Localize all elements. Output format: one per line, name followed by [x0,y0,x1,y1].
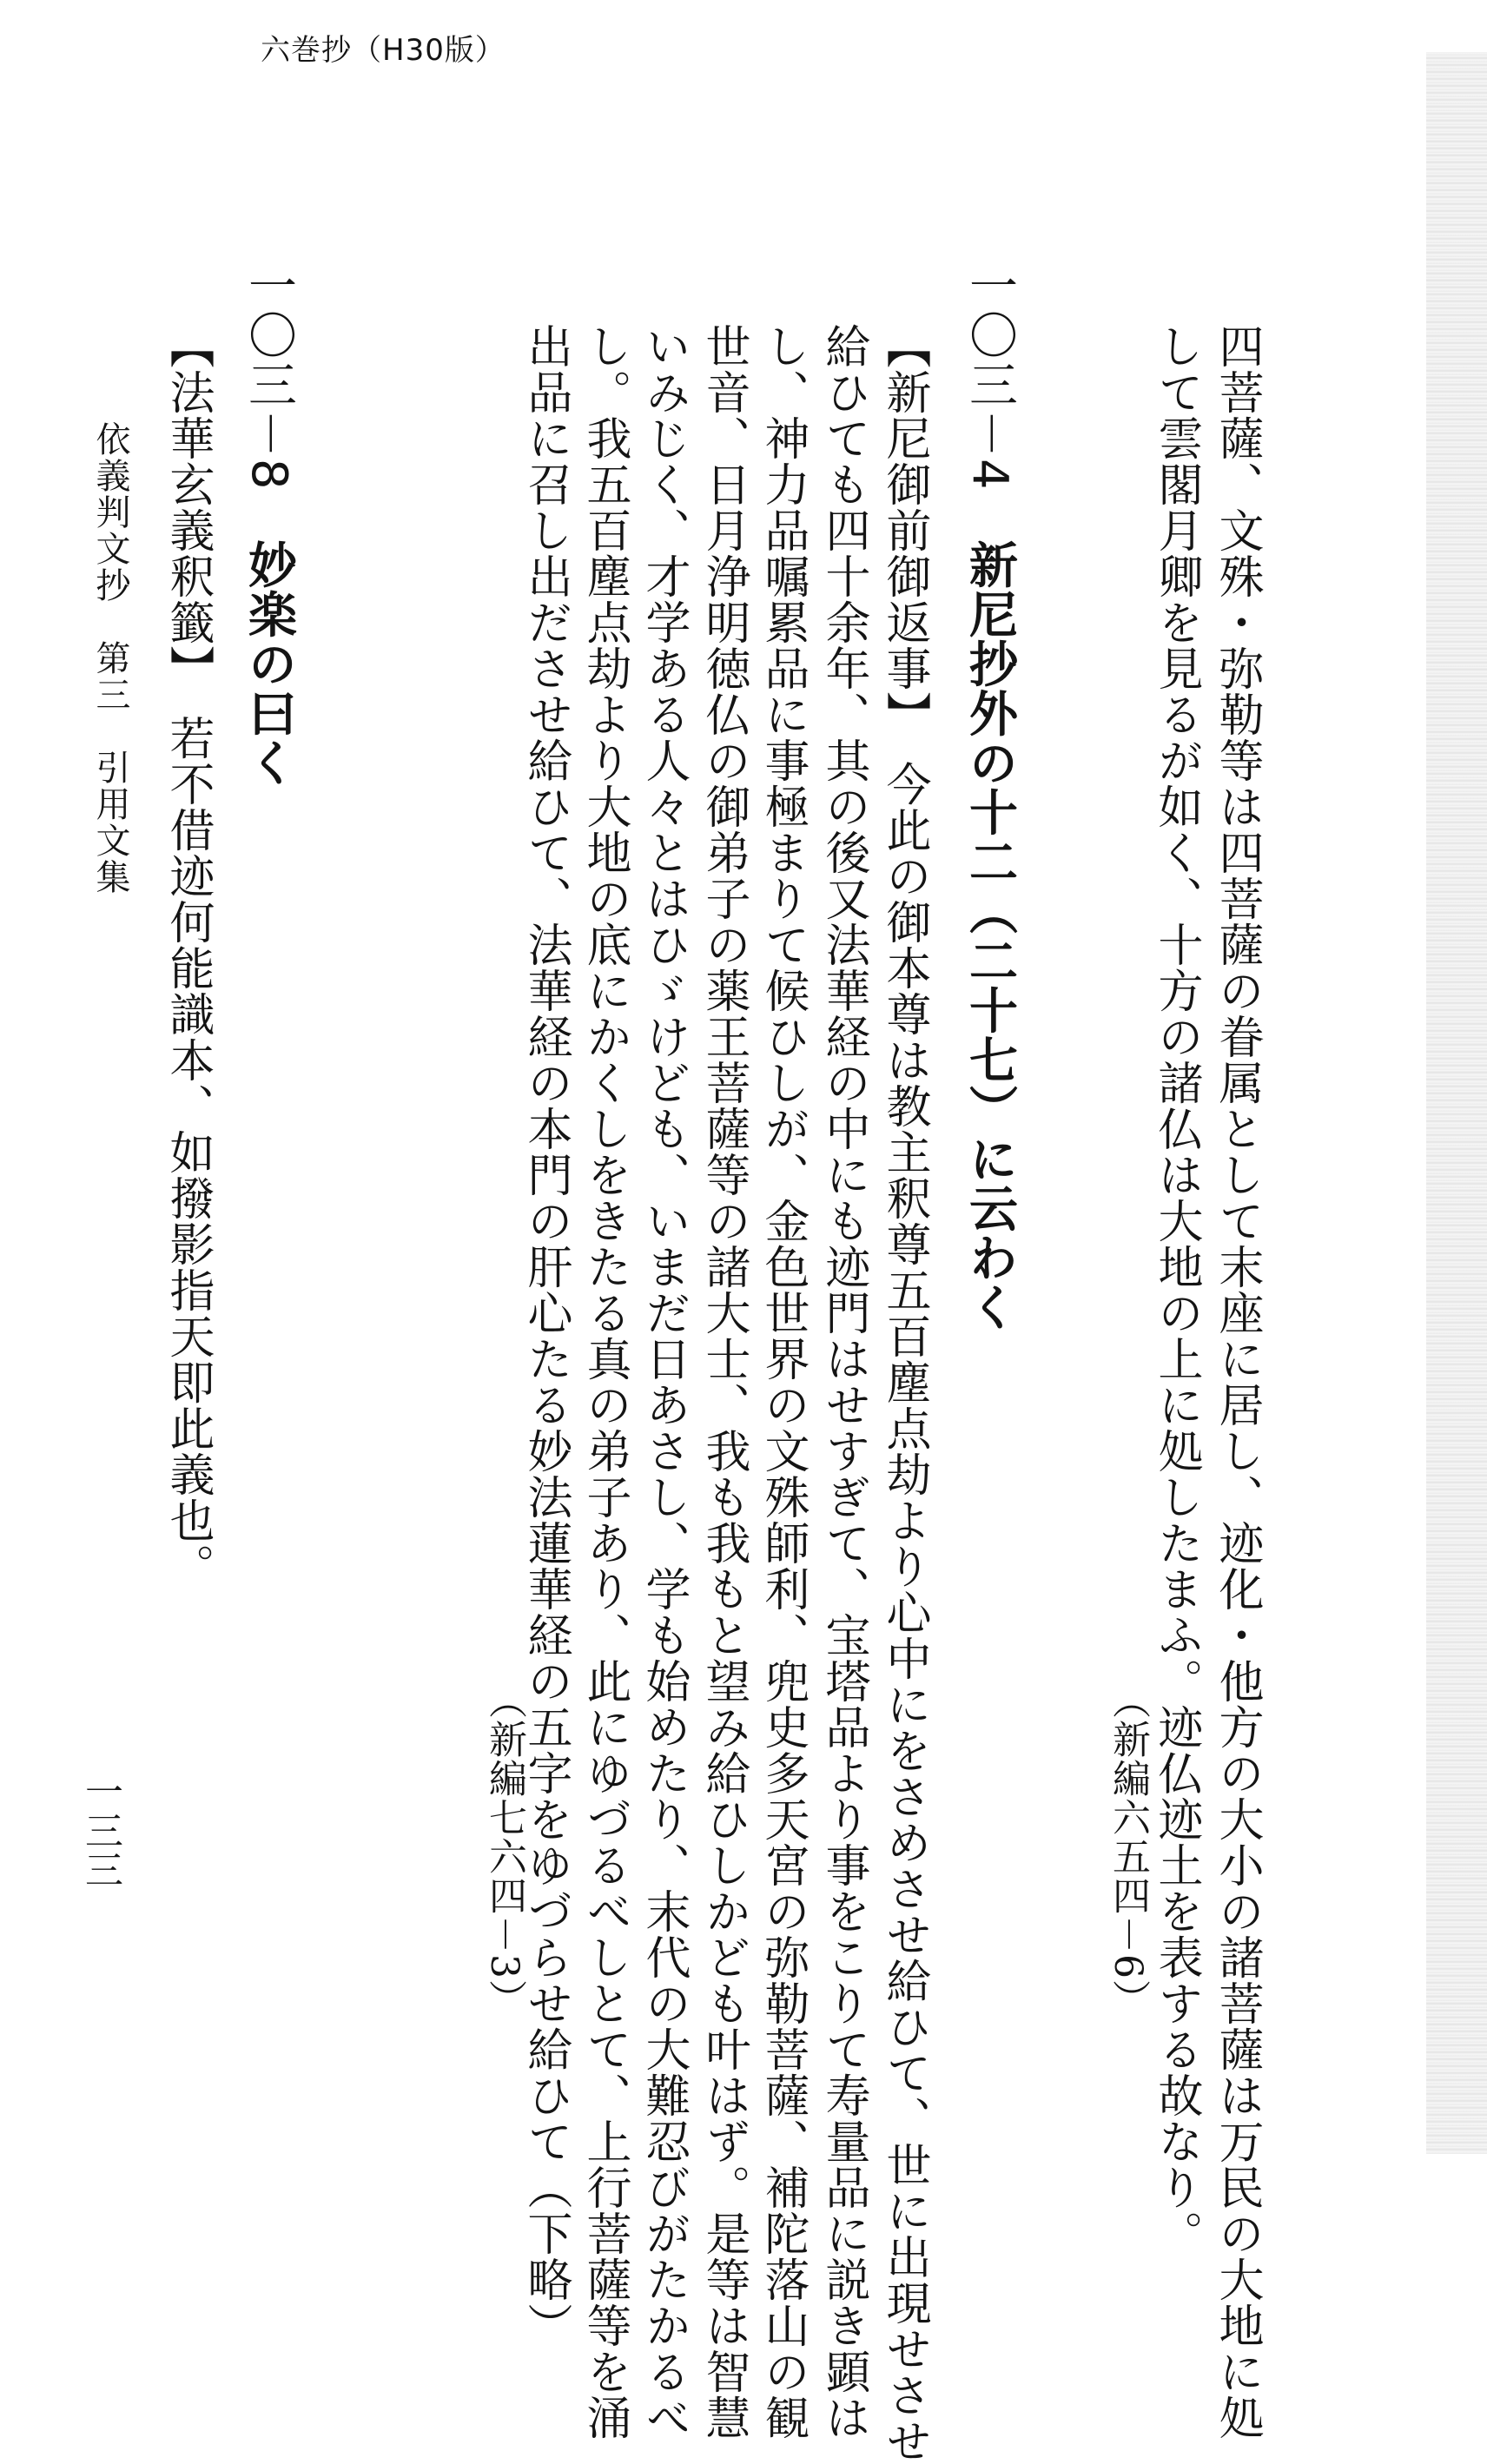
page-number: 一三三 [78,1772,122,1889]
body-line: 出品に召し出ださせ給ひて、法華経の本門の肝心たる妙法蓮華経の五字をゆづらせ給ひて（下略） [519,323,572,2348]
section-heading [241,261,297,788]
scan-edge [1426,52,1487,2154]
body-line: 給ひても四十余年、其の後又法華経の中にも迹門はせすぎて、宝塔品より事をこりて寿量品に説き顕は [817,323,869,2441]
body-line [878,323,930,2464]
citation: （新編六五四－6） [1106,1681,1150,2018]
body-text: 若不借迹何能識本、如撥影指天即此義也。 [162,715,214,1589]
body-line: 四菩薩、文殊・弥勒等は四菩薩の眷属として末座に居し、迹化・他方の大小の諸菩薩は万民の大地に処 [1211,323,1263,2441]
section-heading [962,261,1018,1332]
header-title: 六巻抄（H30版） [261,33,506,68]
citation: （新編七六四－3） [482,1681,526,2018]
body-line: して雲閣月卿を見るが如く、十方の諸仏は大地の上に処したまふ。迹仏迹土を表する故なり。 [1150,323,1202,2256]
source-title: 【新尼御前御返事】 [878,323,930,715]
body-text: 今此の御本尊は教主釈尊五百塵点劫より心中にをさめさせ給ひて、世に出現せさせ [878,761,930,2464]
body-line: 世音、日月浄明徳仏の御弟子の薬王菩薩等の諸大士、我も我もと望み給ひしかども叶はず。是等は智慧 [697,323,750,2441]
source-title: 【法華玄義釈籤】 [162,323,214,669]
body-line: し、神力品嘱累品に事極まりて候ひしが、金色世界の文殊師利、兜史多天宮の弥勒菩薩、補陀落山の観 [757,323,809,2441]
running-title: 依義判文抄 第三 引用文集 [90,421,130,895]
body-line: し。我五百塵点劫より大地の底にかくしをきたる真の弟子あり、此にゆづるべしとて、上行菩薩等を涌 [578,323,631,2441]
section-title: 妙楽の曰く [241,539,297,788]
section-number: 一〇三－8 [241,261,297,491]
section-title: 新尼抄外の十二（二十七）に云わく [962,539,1018,1332]
section-number: 一〇三－4 [962,261,1018,491]
body-line [162,323,214,1589]
body-line: いみじく、才学ある人々とはひゞけども、いまだ日あさし、学も始めたり、末代の大難忍びがたかるべ [638,323,690,2441]
